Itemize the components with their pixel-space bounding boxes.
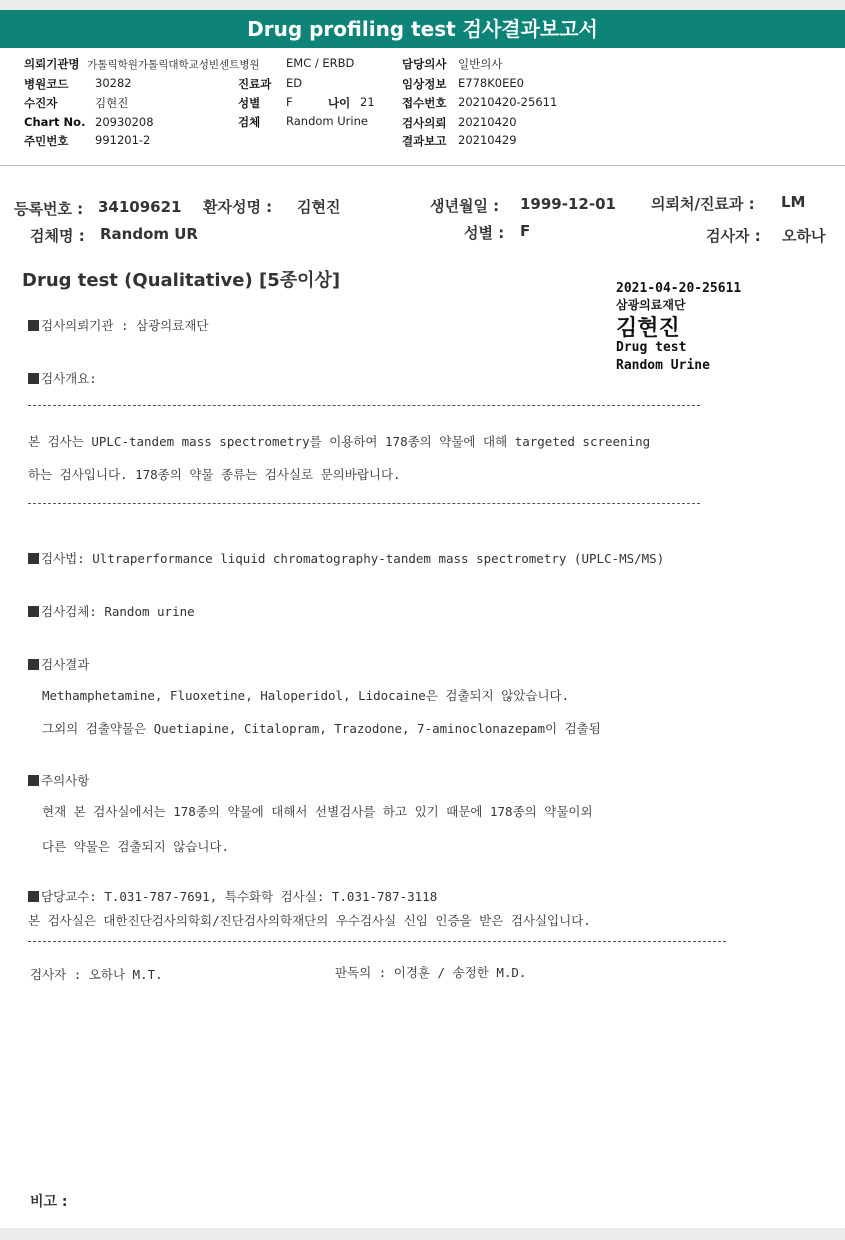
header-value-clinical: E778K0EE0 [458, 76, 524, 90]
header-value: 가톨릭학원가톨릭대학교성빈센트병원 [87, 59, 260, 71]
result-line-2: 그외의 검출약물은 Quetiapine, Citalopram, Trazodone, 7-aminoclonazepam이 검출됨 [42, 721, 601, 736]
result-line-1: Methamphetamine, Fluoxetine, Haloperidol, Lidocaine은 검출되지 않았습니다. [42, 688, 570, 703]
stamp-test: Drug test [616, 340, 687, 355]
overview-line-2: 하는 검사입니다. 178종의 약물 종류는 검사실로 문의바랍니다. [28, 467, 401, 482]
specimen-label: 검체명 : [30, 227, 85, 245]
header-value-sex: F [286, 95, 293, 109]
header-label-receipt [402, 95, 446, 111]
overview-line-1: 본 검사는 UPLC-tandem mass spectrometry를 이용하여 178종의 약물에 대해 targeted screening [28, 434, 651, 449]
header-value-patient: 김현진 [95, 96, 129, 110]
header-value-request: 20210420 [458, 115, 517, 129]
header-row-resident-no [24, 133, 68, 149]
section-title: Drug test (Qualitative) [5종이상] [22, 270, 341, 291]
header-value-ward: EMC / ERBD [286, 56, 355, 70]
overview-heading-text: 검사개요: [41, 371, 97, 386]
header-row-chart-no [24, 115, 85, 129]
report-header [0, 48, 845, 166]
reader-line: 판독의 : 이경훈 / 송정한 M.D. [335, 965, 527, 980]
header-label: Chart No. [24, 115, 86, 129]
contact-line [28, 887, 437, 905]
divider-dashed [28, 405, 700, 406]
header-label-age [328, 95, 350, 111]
specimen-value: Random UR [100, 225, 198, 243]
header-value-doctor: 일반의사 [458, 57, 503, 71]
specimen-line [28, 602, 195, 620]
header-value-report: 20210429 [458, 133, 517, 147]
bottom-strip [0, 1228, 845, 1240]
header-value-hospital-code: 30282 [95, 76, 132, 90]
examiner-line: 검사자 : 오하나 M.T. [30, 967, 163, 982]
institution-text: 검사의뢰기관 : 삼광의료재단 [41, 318, 209, 333]
divider-dashed [28, 941, 726, 942]
result-heading-text: 검사결과 [41, 657, 90, 672]
header-label: 검체 [238, 115, 261, 129]
remarks-label: 비고 : [30, 1194, 68, 1210]
stamp-org: 삼광의료재단 [616, 298, 686, 312]
header-label: 결과보고 [402, 134, 447, 148]
dob-value: 1999-12-01 [520, 195, 616, 213]
bullet-square-icon [28, 659, 39, 670]
header-label: 의뢰기관명 [24, 57, 80, 71]
certification-line: 본 검사실은 대한진단검사의학회/진단검사의학재단의 우수검사실 신임 인증을 받은 검사실입니다. [28, 913, 591, 928]
patient-name-value: 김현진 [297, 198, 341, 216]
top-strip [0, 0, 845, 10]
divider-dashed [28, 503, 700, 504]
report-title: Drug profiling test 검사결과보고서 [0, 10, 845, 48]
bullet-square-icon [28, 606, 39, 617]
header-label: 수진자 [24, 96, 58, 110]
dept-value: LM [781, 193, 806, 211]
header-label: 병원코드 [24, 77, 69, 91]
header-label-report [402, 133, 446, 149]
bullet-square-icon [28, 553, 39, 564]
header-row-patient [24, 95, 57, 111]
institution-line [28, 316, 208, 334]
header-value-chart-no: 20930208 [95, 115, 154, 129]
header-label-clinical [402, 76, 446, 92]
stamp-name: 김현진 [616, 316, 680, 341]
header-value-receipt: 20210420-25611 [458, 95, 558, 109]
sex-label: 성별 : [464, 224, 505, 242]
header-label: 진료과 [238, 77, 272, 91]
tester-value: 오하나 [782, 227, 826, 245]
header-label-specimen [238, 114, 260, 130]
bullet-square-icon [28, 320, 39, 331]
stamp-specimen: Random Urine [616, 358, 710, 373]
tester-label: 검사자 : [706, 227, 761, 245]
dob-label: 생년월일 : [430, 197, 500, 215]
sex-value: F [520, 222, 531, 240]
bullet-square-icon [28, 373, 39, 384]
header-label-request [402, 115, 446, 131]
method-text: 검사법: Ultraperformance liquid chromatography-tandem mass spectrometry (UPLC-MS/MS) [41, 551, 665, 566]
patient-name-label: 환자성명 : [203, 198, 273, 216]
result-heading [28, 655, 89, 673]
header-value-age: 21 [360, 95, 375, 109]
header-value-specimen: Random Urine [286, 114, 368, 128]
bullet-square-icon [28, 891, 39, 902]
header-label-doctor [402, 56, 446, 72]
header-label: 주민번호 [24, 134, 69, 148]
stamp-number: 2021-04-20-25611 [616, 281, 742, 296]
specimen-text: 검사검체: Random urine [41, 604, 195, 619]
header-value-resident-no: 991201-2 [95, 133, 151, 147]
header-label-sex [238, 95, 260, 111]
contact-text: 담당교수: T.031-787-7691, 특수화학 검사실: T.031-787-3118 [41, 889, 438, 904]
header-label: 임상정보 [402, 77, 447, 91]
header-label: 담당의사 [402, 57, 447, 71]
header-row-institution [24, 56, 260, 72]
bullet-square-icon [28, 775, 39, 786]
reg-number-label: 등록번호 : [14, 200, 84, 218]
caution-heading [28, 771, 89, 789]
header-row-hospital-code [24, 76, 68, 92]
reg-number-value: 34109621 [98, 198, 182, 216]
caution-line-2: 다른 약물은 검출되지 않습니다. [42, 839, 230, 854]
dept-label: 의뢰처/진료과 : [651, 195, 755, 213]
header-value-dept: ED [286, 76, 303, 90]
header-label: 성별 [238, 96, 261, 110]
method-line [28, 549, 664, 567]
header-label-dept [238, 76, 271, 92]
header-label: 접수번호 [402, 96, 447, 110]
overview-heading [28, 369, 97, 387]
header-label: 검사의뢰 [402, 116, 447, 130]
caution-heading-text: 주의사항 [41, 773, 90, 788]
caution-line-1: 현재 본 검사실에서는 178종의 약물에 대해서 선별검사를 하고 있기 때문에 178종의 약물이외 [42, 804, 593, 819]
header-label: 나이 [328, 96, 351, 110]
